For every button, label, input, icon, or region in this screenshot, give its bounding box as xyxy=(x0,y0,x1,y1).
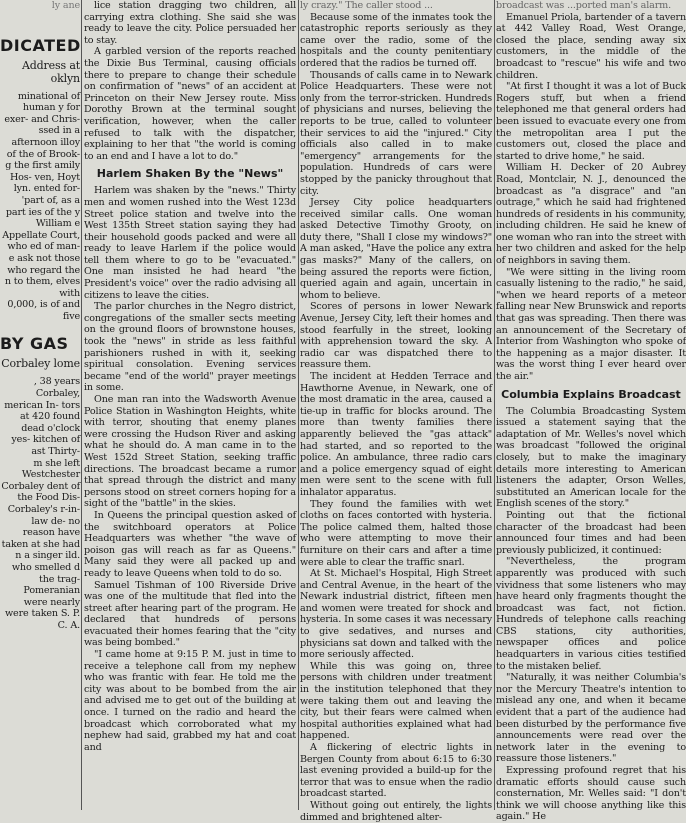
paragraph: Thousands of calls came in to Newark Police Headquarters. These were not only from the terror-stricken. Hundreds of physicians and nurses, believing the reports to be true, called to volunteer their services to aid the "injured." City officials also called in to make "emergency" arrangements for the population. Hundreds of cars were stopped by the panicky throughout that city. xyxy=(300,69,492,197)
paragraph: While this was going on, three persons with children under treatment in the institution telephoned that they were taking them out and leaving the city, but their fears were calmed when hospital authorities explained what had happened. xyxy=(300,660,492,742)
paragraph: Because some of the inmates took the catastrophic reports seriously as they came over the radio, some of the hospitals and the county penitentiary ordered that the radios be turned off. xyxy=(300,11,492,69)
column-rule xyxy=(81,0,82,810)
body-text: 0,000, is of and five xyxy=(7,299,80,322)
paragraph: "Nevertheless, the program apparently was produced with such vividness that some listeners who may have heard only fragments thought the broadcast was fact, not fiction. Hundreds of telephone calls reaching CBS stations, city authorities, newspaper offices and police headquarters in various cities testified to the mistaken belief. xyxy=(496,556,686,672)
body-text: e ask not those who regard the n to them, elves with xyxy=(4,252,80,299)
paragraph: One man ran into the Wadsworth Avenue Police Station in Washington Heights, white with terror, shouting that enemy planes were crossing the Hudson River and asking what he should do. A man came in to the West 152d Street Station, seeking traffic directions. The broadcast became a rumor that spread through the district and many persons stood on street corners hoping for a sight of the "battle" in the skies. xyxy=(84,394,296,510)
paragraph: ly crazy." The caller stood ... xyxy=(300,0,433,11)
paragraph: Scores of persons in lower Newark Avenue, Jersey City, left their homes and stood fearfully in the street, looking with apprehension toward the sky. A radio car was dispatched there to reassure them. xyxy=(300,301,492,371)
paragraph: A garbled version of the reports reached the Dixie Bus Terminal, causing officials there to prepare to change their schedule on confirmation of "news" of an accident at Princeton on their New Jersey route. Miss Dorothy Brown at the terminal sought verification, however, when the caller refused to talk with the dispatcher, explaining to her that "the world is coming to an end and I have a lot to do." xyxy=(84,46,296,162)
paragraph: Jersey City police headquarters received similar calls. One woman asked Detective Timothy Grooty, on duty there, "Shall I close my windows?" A man asked, "Have the police any extra gas masks?" Many of the callers, on being assured the reports were fiction, queried again and again, uncertain in whom to believe. xyxy=(300,197,492,301)
column-rule xyxy=(298,0,299,810)
paragraph: Samuel Tishman of 100 Riverside Drive was one of the multitude that fled into the street after hearing part of the program. He declared that hundreds of persons evacuated their homes fearing that the "city was being bombed." xyxy=(84,579,296,649)
paragraph: "We were sitting in the living room casually listening to the radio," he said, "when we heard reports of a meteor falling near New Brunswick and reports that gas was spreading. Then there was an announcement of the Secretary of Interior from Washington who spoke of the happening as a major disaster. It was the worst thing I ever heard over the air." xyxy=(496,266,686,382)
paragraph: broadcast was ...ported man's alarm. xyxy=(496,0,672,11)
paragraph: "At first I thought it was a lot of Buck Rogers stuff, but when a friend telephoned me that general orders had been issued to evacuate every one from the metropolitan area I put the customers out, closed the place and started to drive home," he said. xyxy=(496,81,686,162)
subhead-corbaley: Corbaley lome xyxy=(1,357,80,371)
paragraph: Emanuel Priola, bartender of a tavern at 442 Valley Road, West Orange, closed the place, sending away six customers, in the middle of the broadcast to "rescue" his wife and two children. xyxy=(496,11,686,81)
paragraph: Expressing profound regret that his dramatic efforts should cause such consternation, Mr. Welles said: "I don't think we will choose anything like this again." He xyxy=(496,765,686,823)
section-heading-columbia: Columbia Explains Broadcast xyxy=(501,387,681,401)
subhead-address: Address at oklyn xyxy=(21,58,80,85)
paragraph: The incident at Hedden Terrace and Hawthorne Avenue, in Newark, one of the most dramatic in the area, caused a tie-up in traffic for blocks around. The more than twenty families there apparently believed the "gas attack" had started, and so reported to the police. An ambulance, three radio cars and a police emergency squad of eight men were sent to the scene with full inhalator apparatus. xyxy=(300,371,492,498)
paragraph: The parlor churches in the Negro district, congregations of the smaller sects meeting on the ground floors of brownstone houses, took the "news" in stride as less faithful parishioners rushed in with it, seeking spiritual consolation. Evening services became "end of the world" prayer meetings in some. xyxy=(84,301,296,394)
paragraph: Harlem was shaken by the "news." Thirty men and women rushed into the West 123d Street police station and twelve into the West 135th Street station saying they had their household goods packed and were all ready to leave Harlem if the police would tell them where to go to be "evacuated." One man insisted he had heard "the President's voice" over the radio advising all citizens to leave the cities. xyxy=(84,185,296,301)
paragraph: William H. Decker of 20 Aubrey Road, Montclair, N. J., denounced the broadcast as "a disgrace" and "an outrage," which he said had frightened hundreds of residents in his community, including children. He said he knew of one woman who ran into the street with her two children and asked for the help of neighbors in saving them. xyxy=(496,162,686,267)
column-fragment-top: ly ane xyxy=(51,0,80,11)
body-text: minational of human y for exer- and Chris- ssed in a afternoon illoy of the of Brook- g the first amily Hos- ven, Hoyt lyn. ented for- 'part of, as a part ies of the y William e Appellate Court, who ed of man- xyxy=(2,90,80,253)
column-columbia xyxy=(496,0,686,823)
column-rule xyxy=(494,0,495,810)
column-harlem xyxy=(84,0,296,810)
headline-by-gas: BY GAS xyxy=(0,334,69,354)
paragraph: "I came home at 9:15 P. M. just in time to receive a telephone call from my nephew who was frantic with fear. He told me the city was about to be bombed from the air and advised me to get out of the building at once. I turned on the radio and heard the broadcast which corroborated what my nephew had said, grabbed my hat and coat and xyxy=(84,649,296,753)
paragraph: Pointing out that the fictional character of the broadcast had been announced four times and had been previously publicized, it continued: xyxy=(496,509,686,556)
paragraph: A flickering of electric lights in Bergen County from about 6:15 to 6:30 last evening provided a build-up for the terror that was to ensue when the radio broadcast started. xyxy=(300,742,492,800)
body-text: , 38 years Corbaley, merican In- tors at 420 found dead o'clock yes- kitchen of ast Thirty- xyxy=(4,376,80,458)
paragraph: In Queens the principal question asked of the switchboard operators at Police Headquarters was whether "the wave of poison gas will reach as far as Queens." Many said they were all packed up and ready to leave Queens when told to do so. xyxy=(84,509,296,579)
paragraph: Without going out entirely, the lights dimmed and brightened alter- xyxy=(300,799,492,823)
column-left-fragment xyxy=(0,0,80,810)
paragraph: At St. Michael's Hospital, High Street and Central Avenue, in the heart of the Newark industrial district, fifteen men and women were treated for shock and hysteria. In some cases it was necessary to give sedatives, and nurses and physicians sat down and talked with the more seriously affected. xyxy=(300,568,492,661)
headline-dicated: DICATED xyxy=(0,35,81,55)
paragraph: The Columbia Broadcasting System issued a statement saying that the adaptation of Mr. Welles's novel which was broadcast "followed the original closely, but to make the imaginary details more interesting to American listeners the adapter, Orson Welles, substituted an American locale for the English scenes of the story." xyxy=(496,405,686,510)
paragraph: They found the families with wet cloths on faces contorted with hysteria. The police calmed them, halted those who were attempting to move their furniture on their cars and after a time were able to clear the traffic snarl. xyxy=(300,498,492,568)
paragraph: lice station dragging two children, all carrying extra clothing. She said she was ready to leave the city. Police persuaded her to stay. xyxy=(84,0,296,46)
body-text: m she left Westchester Corbaley dent of the Food Dis- Corbaley's r-in-law de- no reason have taken at she had n a singer ild. who smelled d the trag- Pomeranian were nearly were taken S. P. C. A. xyxy=(1,457,80,631)
column-newark xyxy=(300,0,492,823)
paragraph: "Naturally, it was neither Columbia's nor the Mercury Theatre's intention to mislead any one, and when it became evident that a part of the audience had been disturbed by the performance five announcements were read over the network later in the evening to reassure those listeners." xyxy=(496,672,686,765)
section-heading-harlem: Harlem Shaken By the "News" xyxy=(96,167,284,181)
